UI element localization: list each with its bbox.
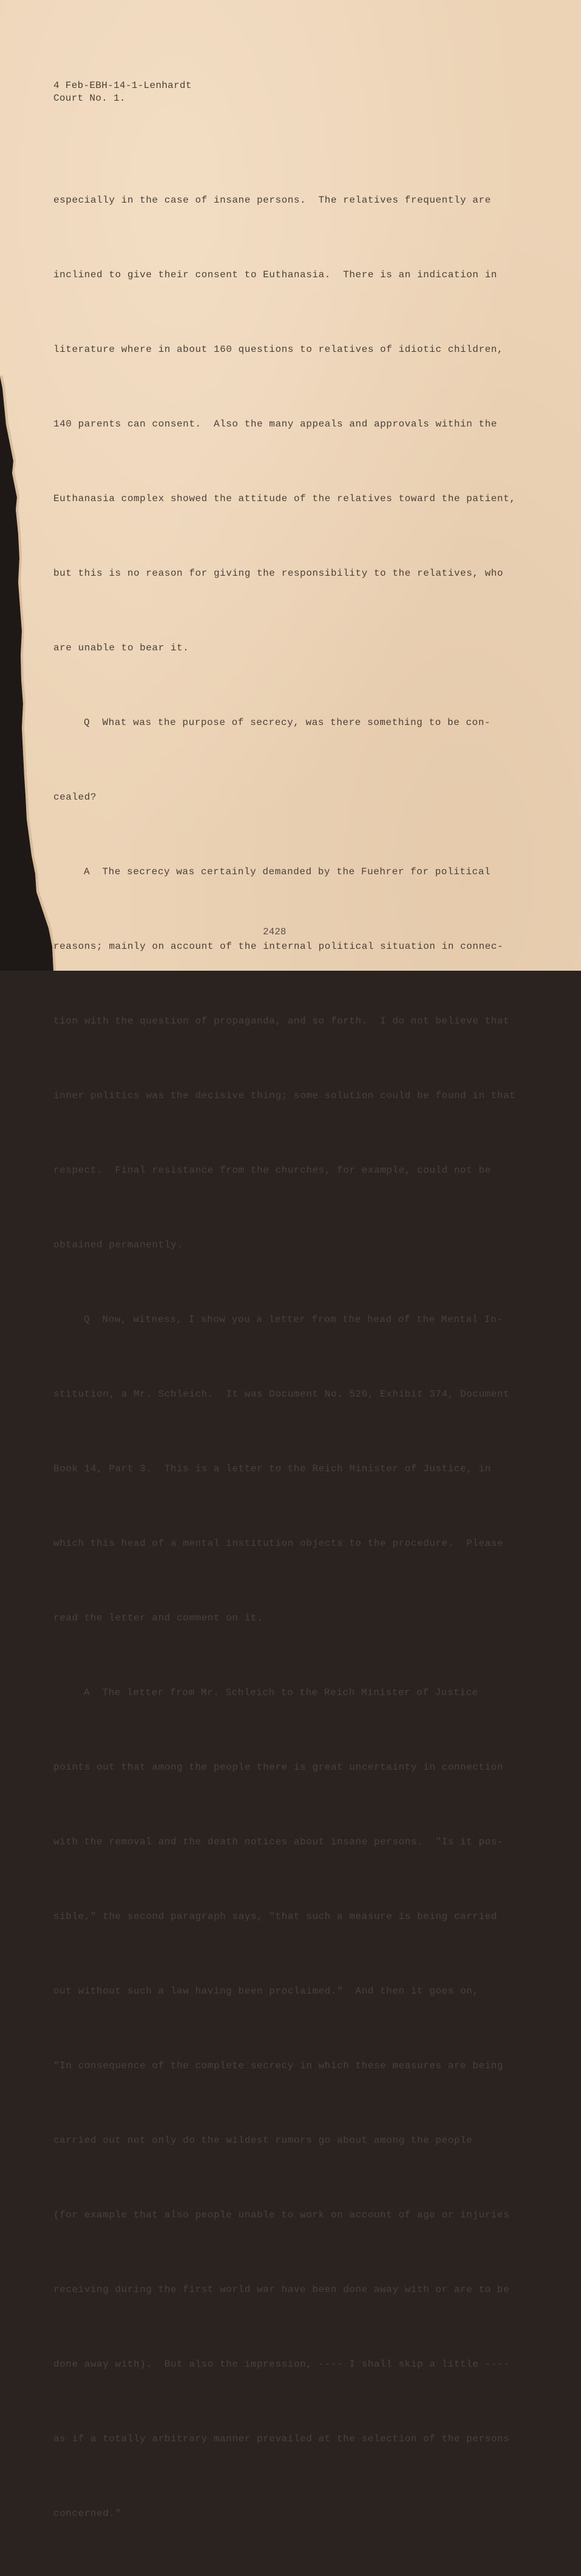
text-line: respect. Final resistance from the churches, for example, could not be [53, 1165, 491, 1176]
text-line: but this is no reason for giving the responsibility to the relatives, who [53, 568, 504, 579]
text-line: as if a totally arbitrary manner prevailed at the selection of the persons [53, 2433, 510, 2444]
text-line: concerned." [53, 2508, 121, 2519]
text-line: tion with the question of propaganda, and so forth. I do not believe that [53, 1016, 510, 1027]
header-reference: 4 Feb-EBH-14-1-Lenhardt [53, 80, 192, 91]
text-line: inclined to give their consent to Euthanasia. There is an indication in [53, 269, 497, 280]
text-line: literature where in about 160 questions to relatives of idiotic children, [53, 344, 504, 355]
text-line: 140 parents can consent. Also the many appeals and approvals within the [53, 419, 497, 430]
text-line: read the letter and comment on it. [53, 1613, 263, 1623]
text-line: cealed? [53, 792, 97, 803]
text-line: "In consequence of the complete secrecy in which these measures are being [53, 2060, 504, 2071]
text-line: especially in the case of insane persons. The relatives frequently are [53, 195, 491, 206]
text-line: out without such a law having been proclaimed." And then it goes on, [53, 1986, 479, 1997]
page-number: 2428 [263, 926, 287, 937]
text-line: are unable to bear it. [53, 642, 189, 653]
text-line: (for example that also people unable to work on account of age or injuries [53, 2210, 510, 2220]
transcript-body [53, 138, 539, 2576]
answer-line: A The secrecy was certainly demanded by the Fuehrer for political [84, 866, 491, 877]
header-court: Court No. 1. [53, 93, 126, 104]
torn-edge-shadow [0, 0, 61, 971]
answer-line: A The letter from Mr. Schleich to the Reich Minister of Justice [84, 1687, 478, 1698]
text-line: done away with). But also the impression, ---- I shall skip a little ---- [53, 2359, 510, 2370]
text-line: reasons; mainly on account of the internal political situation in connec- [53, 941, 504, 952]
text-line: inner politics was the decisive thing; some solution could be found in that [53, 1090, 516, 1101]
text-line: carried out not only do the wildest rumors go about among the people [53, 2135, 473, 2146]
text-line: receiving during the first world war have been done away with or are to be [53, 2284, 510, 2295]
text-line: Euthanasia complex showed the attitude of the relatives toward the patient, [53, 493, 516, 504]
text-line: points out that among the people there is great uncertainty in connection [53, 1762, 504, 1773]
question-line: Q What was the purpose of secrecy, was there something to be con- [84, 717, 491, 728]
text-line: with the removal and the death notices about insane persons. "Is it pos- [53, 1836, 504, 1847]
document-header [53, 79, 192, 105]
text-line: sible," the second paragraph says, "that such a measure is being carried [53, 1911, 497, 1922]
text-line: Book 14, Part 3. This is a letter to the Reich Minister of Justice, in [53, 1463, 491, 1474]
question-line: Q Now, witness, I show you a letter from the head of the Mental In- [84, 1314, 503, 1325]
text-line: obtained permanently. [53, 1239, 183, 1250]
text-line: stitution, a Mr. Schleich. It was Document No. 520, Exhibit 374, Document [53, 1389, 510, 1400]
text-line: which this head of a mental institution objects to the procedure. Please [53, 1538, 504, 1549]
